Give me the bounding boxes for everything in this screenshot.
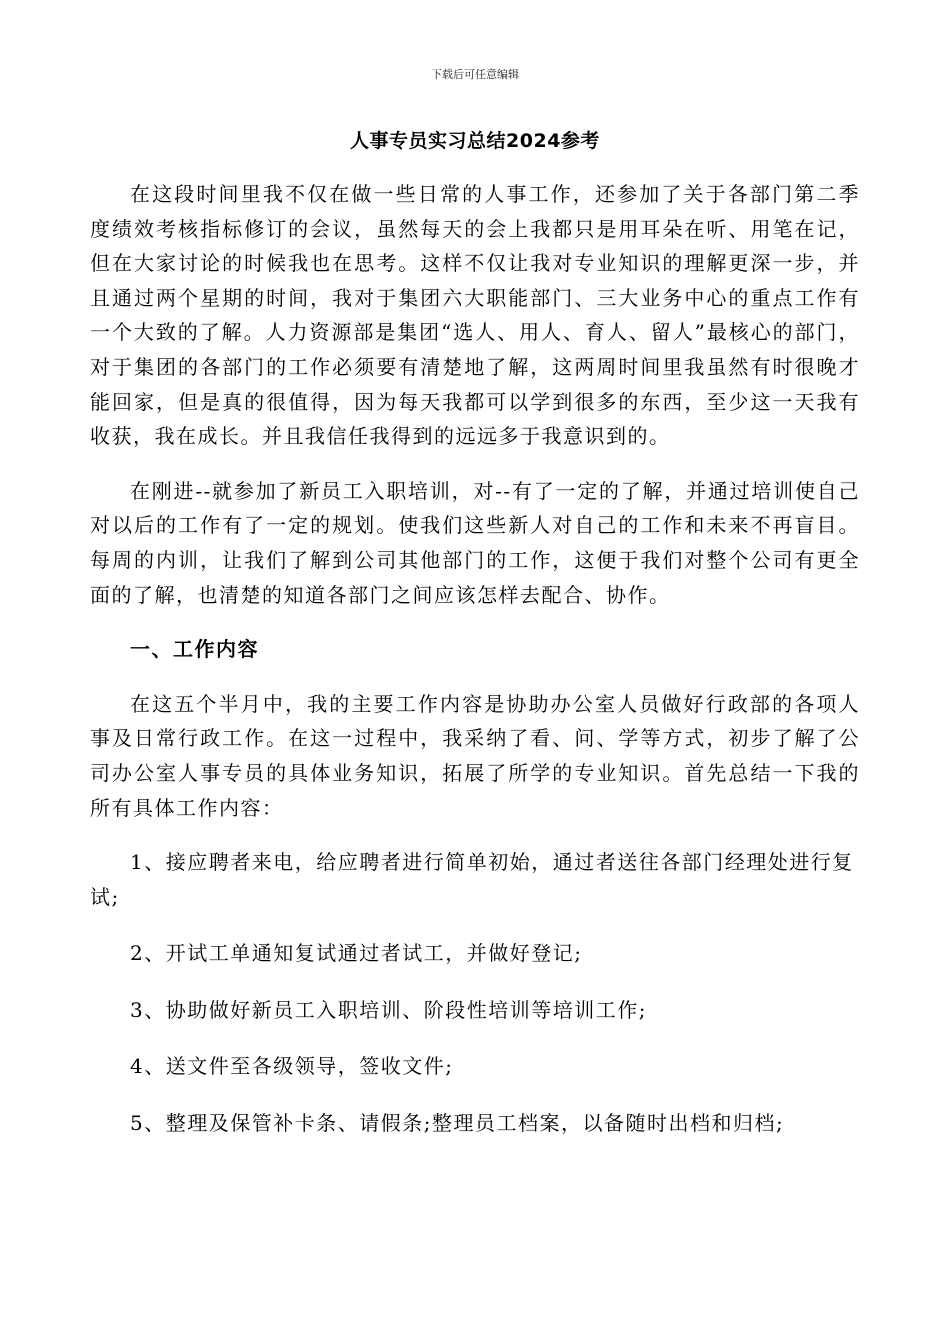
document-body [90, 177, 860, 1163]
list-item: 2、开试工单通知复试通过者试工，并做好登记; [130, 941, 583, 966]
document-title: 人事专员实习总结2024参考 [350, 130, 600, 152]
list-item: 1、接应聘者来电，给应聘者进行简单初始，通过者送往各部门经理处进行复试; [90, 850, 854, 909]
body-paragraph: 在这段时间里我不仅在做一些日常的人事工作，还参加了关于各部门第二季度绩效考核指标修订的会议，虽然每天的会上我都只是用耳朵在听、用笔在记，但在大家讨论的时候我也在思考。这样不仅让我对专业知识的理解更深一步，并且通过两个星期的时间，我对于集团六大职能部门、三大业务中心的重点工作有一个大致的了解。人力资源部是集团“选人、用人、育人、留人”最核心的部门，对于集团的各部门的工作必须要有清楚地了解，这两周时间里我虽然有时很晚才能回家，但是真的很值得，因为每天我都可以学到很多的东西，至少这一天我有收获，我在成长。并且我信任我得到的远远多于我意识到的。 [90, 182, 860, 449]
section-intro: 在这五个半月中，我的主要工作内容是协助办公室人员做好行政部的各项人事及日常行政工作。在这一过程中，我采纳了看、问、学等方式，初步了解了公司办公室人事专员的具体业务知识，拓展了所学的专业知识。首先总结一下我的所有具体工作内容： [90, 691, 860, 820]
list-item: 4、送文件至各级领导，签收文件; [130, 1054, 454, 1079]
list-item: 3、协助做好新员工入职培训、阶段性培训等培训工作; [130, 997, 647, 1022]
header-note: 下载后可任意编辑 [431, 68, 519, 81]
list-item: 5、整理及保管补卡条、请假条;整理员工档案，以备随时出档和归档; [130, 1111, 785, 1136]
section-heading: 一、工作内容 [130, 637, 259, 662]
body-paragraph: 在刚进--就参加了新员工入职培训，对--有了一定的了解，并通过培训使自己对以后的工作有了一定的规划。使我们这些新人对自己的工作和未来不再盲目。每周的内训，让我们了解到公司其他部门的工作，这便于我们对整个公司有更全面的了解，也清楚的知道各部门之间应该怎样去配合、协作。 [90, 478, 860, 607]
